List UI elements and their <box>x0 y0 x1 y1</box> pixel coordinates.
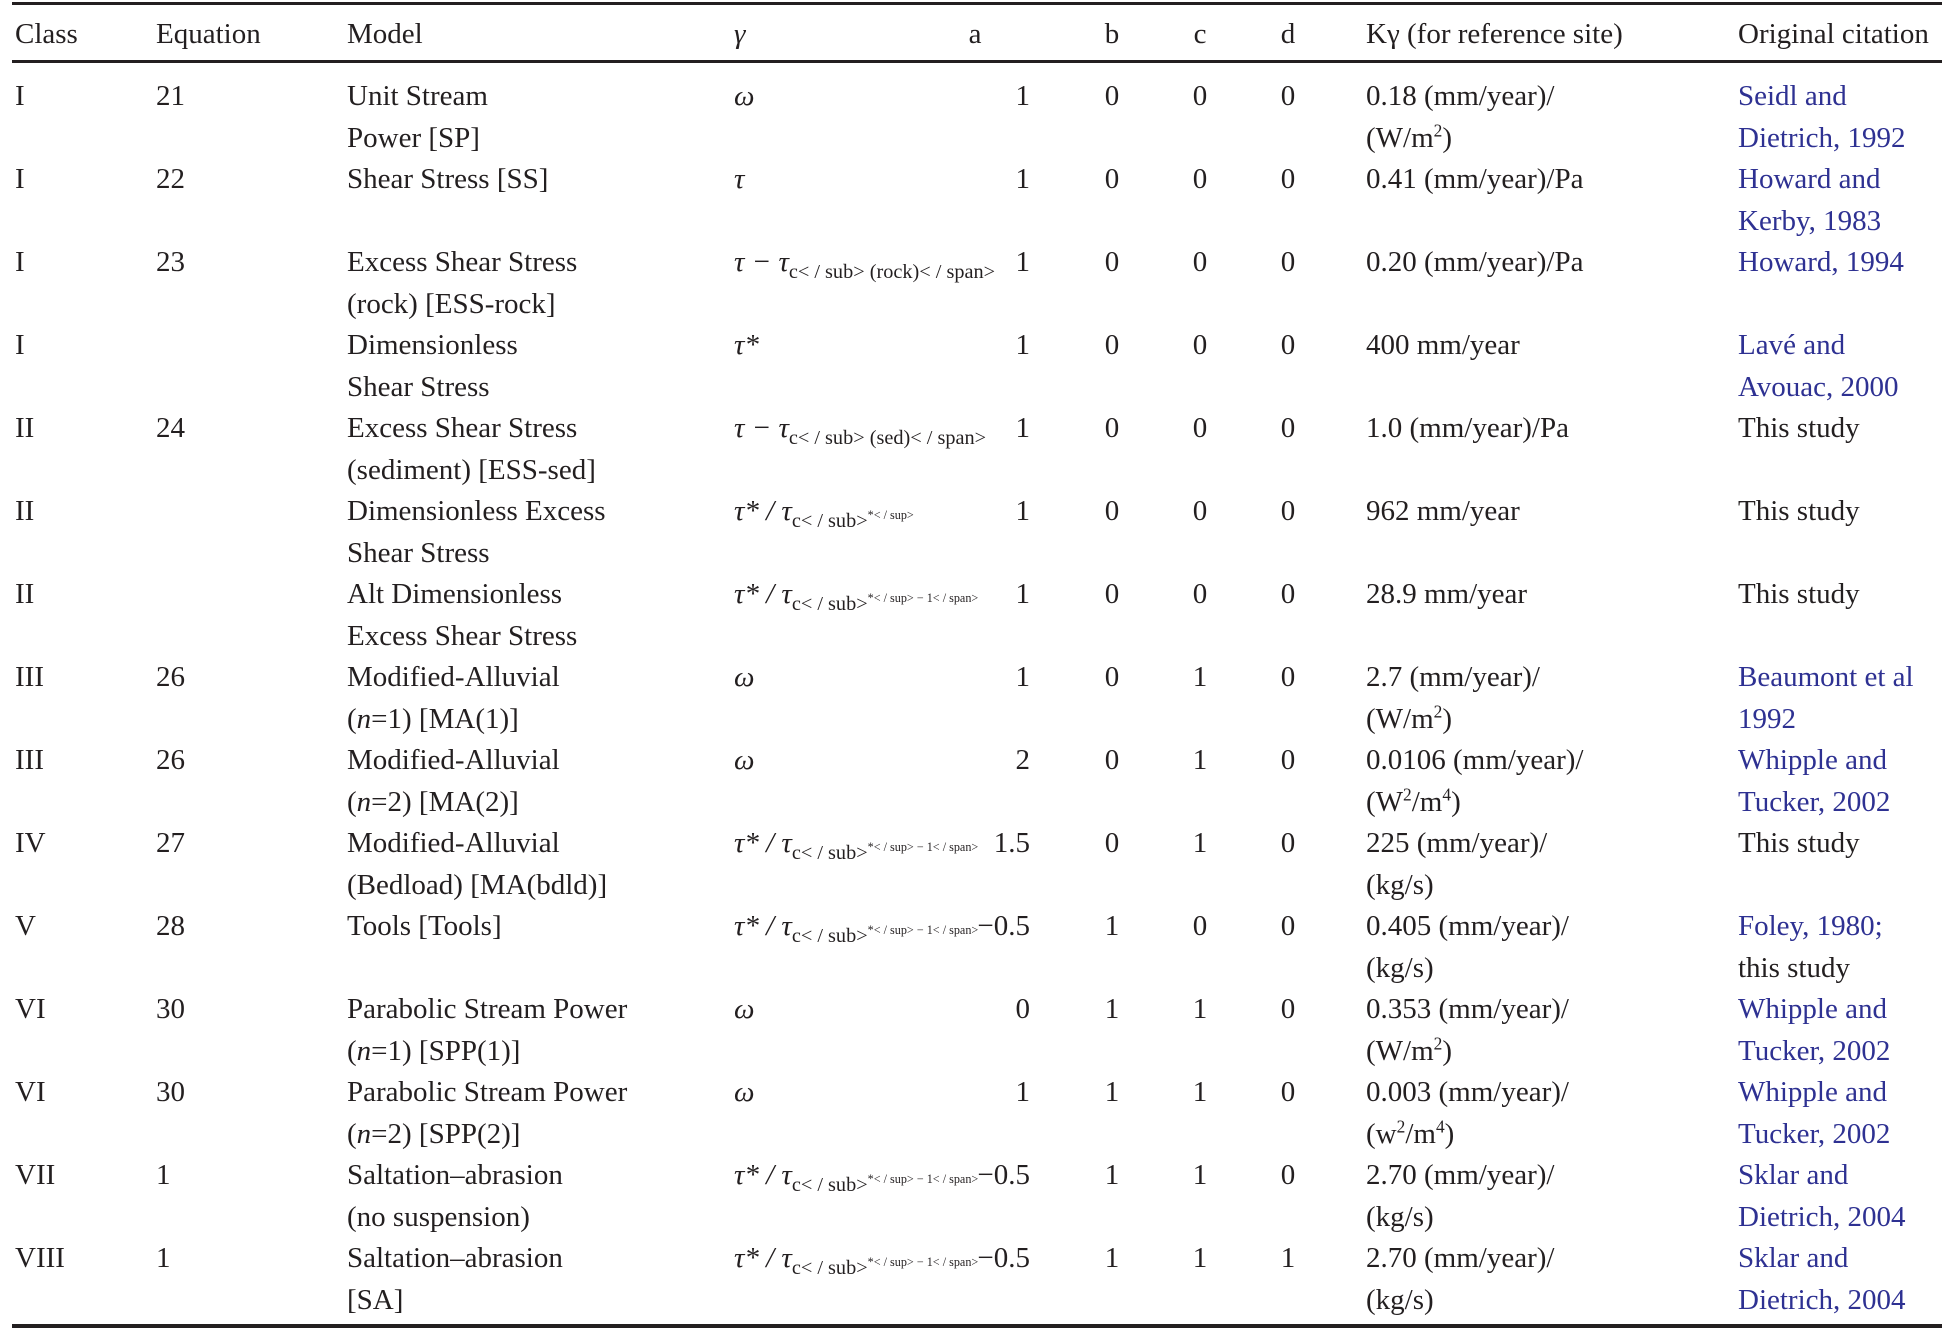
citation-link[interactable]: Avouac, 2000 <box>1738 370 1899 403</box>
cell-gamma: ω <box>734 661 755 693</box>
cell-a: 1 <box>1015 246 1030 278</box>
cell-a: 1 <box>1015 412 1030 444</box>
cell-class: I <box>15 163 25 195</box>
citation-text: This study <box>1738 827 1860 859</box>
cell-model <box>347 906 502 948</box>
cell-a: 1 <box>1015 329 1030 361</box>
cell-citation <box>1738 491 1860 533</box>
cell-b: 1 <box>1104 910 1120 942</box>
cell-d: 0 <box>1280 329 1296 361</box>
cell-k-gamma <box>1366 325 1520 367</box>
cell-a: 1 <box>1015 661 1030 693</box>
k-gamma-line: 0.0106 (mm/year)/ <box>1366 744 1584 776</box>
cell-c: 0 <box>1192 246 1208 278</box>
cell-k-gamma <box>1366 1238 1554 1321</box>
cell-class: IV <box>15 827 46 859</box>
citation-link[interactable]: Tucker, 2002 <box>1738 785 1891 818</box>
table-top-rule <box>12 2 1942 5</box>
citation-text: this study <box>1738 951 1850 984</box>
table-row <box>0 76 1942 159</box>
cell-c: 0 <box>1192 412 1208 444</box>
cell-equation: 26 <box>156 661 185 693</box>
cell-model <box>347 1155 563 1238</box>
cell-b: 0 <box>1104 827 1120 859</box>
cell-equation: 30 <box>156 1076 185 1108</box>
cell-k-gamma <box>1366 408 1569 450</box>
header-d: d <box>1280 18 1296 50</box>
model-line: [SA] <box>347 1283 404 1316</box>
cell-gamma: $\tau* / \tau_{c< / sub>^{*< / sup>}}$ <box>734 495 914 532</box>
cell-d: 1 <box>1280 1242 1296 1274</box>
k-gamma-line: 2.70 (mm/year)/ <box>1366 1159 1555 1191</box>
k-gamma-line: 2.7 (mm/year)/ <box>1366 661 1540 693</box>
cell-gamma: ω <box>734 80 755 112</box>
model-line: (n=1) [MA(1)] <box>347 702 519 735</box>
header-c: c <box>1193 18 1207 50</box>
model-line: Power [SP] <box>347 121 480 154</box>
cell-class: II <box>15 495 35 527</box>
table-row <box>0 574 1942 657</box>
cell-citation <box>1738 574 1860 616</box>
table-body <box>0 76 1942 1321</box>
cell-citation <box>1738 408 1860 450</box>
cell-d: 0 <box>1280 744 1296 776</box>
table-row <box>0 159 1942 242</box>
header-class: Class <box>15 18 78 50</box>
cell-k-gamma <box>1366 906 1569 989</box>
cell-d: 0 <box>1280 827 1296 859</box>
cell-k-gamma <box>1366 657 1540 740</box>
cell-c: 0 <box>1192 910 1208 942</box>
k-gamma-line: $(W/m^2)$ <box>1366 1032 1453 1067</box>
table-row <box>0 657 1942 740</box>
model-line: Parabolic Stream Power <box>347 993 628 1025</box>
model-line: Shear Stress [SS] <box>347 163 549 195</box>
cell-citation <box>1738 325 1899 408</box>
cell-b: 0 <box>1104 246 1120 278</box>
cell-a: 1 <box>1015 80 1030 112</box>
cell-model <box>347 740 560 823</box>
cell-b: 0 <box>1104 744 1120 776</box>
table-row <box>0 906 1942 989</box>
cell-d: 0 <box>1280 495 1296 527</box>
header-equation: Equation <box>156 18 261 50</box>
header-b: b <box>1104 18 1120 50</box>
table-row <box>0 1155 1942 1238</box>
model-line: Shear Stress <box>347 536 490 569</box>
k-gamma-line: 0.353 (mm/year)/ <box>1366 993 1569 1025</box>
cell-b: 0 <box>1104 329 1120 361</box>
model-line: Alt Dimensionless <box>347 578 563 610</box>
cell-model <box>347 325 518 408</box>
cell-equation: 1 <box>156 1159 171 1191</box>
citation-link[interactable]: Beaumont et al <box>1738 661 1914 693</box>
cell-gamma: $\tau* / \tau_{c< / sub>^{*< / sup> - 1< / span>}}$ <box>734 1242 979 1279</box>
cell-c: 0 <box>1192 578 1208 610</box>
cell-b: 0 <box>1104 80 1120 112</box>
cell-d: 0 <box>1280 993 1296 1025</box>
model-line: Tools [Tools] <box>347 910 502 942</box>
cell-c: 0 <box>1192 329 1208 361</box>
cell-model <box>347 1072 627 1155</box>
cell-citation <box>1738 906 1883 989</box>
cell-c: 1 <box>1192 1159 1208 1191</box>
cell-class: III <box>15 744 44 776</box>
cell-k-gamma <box>1366 989 1569 1072</box>
cell-citation <box>1738 823 1860 865</box>
model-line: Modified-Alluvial <box>347 661 560 693</box>
cell-equation: 24 <box>156 412 185 444</box>
model-line: Shear Stress <box>347 370 490 403</box>
cell-k-gamma <box>1366 1155 1554 1238</box>
model-line: (n=2) [SPP(2)] <box>347 1117 521 1150</box>
model-line: Dimensionless <box>347 329 518 361</box>
k-gamma-line: (kg/s) <box>1366 1200 1434 1233</box>
citation-link[interactable]: 1992 <box>1738 702 1796 735</box>
model-line: (Bedload) [MA(bdld)] <box>347 868 608 901</box>
k-gamma-line: 2.70 (mm/year)/ <box>1366 1242 1555 1274</box>
k-gamma-line: (kg/s) <box>1366 868 1434 901</box>
cell-a: 1.5 <box>993 827 1030 859</box>
cell-k-gamma <box>1366 491 1520 533</box>
citation-link[interactable]: Dietrich, 2004 <box>1738 1200 1906 1233</box>
cell-class: I <box>15 246 25 278</box>
cell-k-gamma <box>1366 823 1547 906</box>
cell-class: V <box>15 910 36 942</box>
cell-d: 0 <box>1280 80 1296 112</box>
citation-link[interactable]: Lavé and <box>1738 329 1846 361</box>
citation-link[interactable]: Kerby, 1983 <box>1738 204 1882 237</box>
cell-model <box>347 242 577 325</box>
cell-model <box>347 76 488 159</box>
citation-link[interactable]: Howard and <box>1738 163 1881 195</box>
k-gamma-line: 225 (mm/year)/ <box>1366 827 1548 859</box>
header-a: a <box>968 18 982 50</box>
k-gamma-line: 0.41 (mm/year)/Pa <box>1366 163 1584 195</box>
cell-gamma: τ <box>734 163 745 195</box>
cell-equation: 26 <box>156 744 185 776</box>
cell-gamma: $\tau* / \tau_{c< / sub>^{*< / sup> - 1< / span>}}$ <box>734 910 979 947</box>
cell-a: −0.5 <box>977 1242 1030 1274</box>
cell-a: 0 <box>1015 993 1030 1025</box>
header-model: Model <box>347 18 423 50</box>
cell-k-gamma <box>1366 242 1583 284</box>
k-gamma-line: $(W/m^2)$ <box>1366 700 1453 735</box>
table-row <box>0 408 1942 491</box>
cell-model <box>347 574 577 657</box>
header-k-gamma: Kγ (for reference site) <box>1366 18 1623 50</box>
cell-model <box>347 159 548 201</box>
cell-a: −0.5 <box>977 910 1030 942</box>
citation-link[interactable]: Howard, 1994 <box>1738 246 1904 278</box>
cell-model <box>347 1238 563 1321</box>
cell-k-gamma <box>1366 1072 1569 1155</box>
cell-b: 0 <box>1104 578 1120 610</box>
cell-b: 0 <box>1104 412 1120 444</box>
cell-citation <box>1738 657 1914 740</box>
model-line: (n=1) [SPP(1)] <box>347 1034 521 1067</box>
cell-a: 1 <box>1015 495 1030 527</box>
cell-b: 1 <box>1104 1076 1120 1108</box>
cell-equation: 27 <box>156 827 185 859</box>
cell-class: II <box>15 412 35 444</box>
k-gamma-line: 1.0 (mm/year)/Pa <box>1366 412 1569 444</box>
cell-b: 1 <box>1104 1242 1120 1274</box>
citation-text: This study <box>1738 495 1860 527</box>
citation-link[interactable]: Seidl and <box>1738 80 1847 112</box>
table-row <box>0 823 1942 906</box>
cell-citation <box>1738 989 1890 1072</box>
citation-link[interactable]: Whipple and <box>1738 993 1887 1025</box>
cell-d: 0 <box>1280 246 1296 278</box>
cell-citation <box>1738 740 1890 823</box>
cell-equation: 28 <box>156 910 185 942</box>
model-line: (sediment) [ESS-sed] <box>347 453 596 486</box>
cell-gamma: $\tau* / \tau_{c< / sub>^{*< / sup> - 1< / span>}}$ <box>734 827 979 864</box>
model-line: Saltation–abrasion <box>347 1242 563 1274</box>
cell-b: 1 <box>1104 993 1120 1025</box>
citation-text: This study <box>1738 578 1860 610</box>
cell-c: 1 <box>1192 827 1208 859</box>
k-gamma-line: 0.18 (mm/year)/ <box>1366 80 1555 112</box>
citation-link[interactable]: Sklar and <box>1738 1242 1849 1274</box>
cell-class: II <box>15 578 35 610</box>
model-line: (rock) [ESS-rock] <box>347 287 556 320</box>
cell-class: VI <box>15 993 46 1025</box>
cell-equation: 23 <box>156 246 185 278</box>
k-gamma-line: (kg/s) <box>1366 951 1434 984</box>
cell-k-gamma <box>1366 574 1527 616</box>
cell-gamma: $\tau - \tau_{c< / sub> (sed)< / span>}$ <box>734 412 987 449</box>
cell-citation <box>1738 1072 1890 1155</box>
cell-a: −0.5 <box>977 1159 1030 1191</box>
cell-gamma: $\tau* / \tau_{c< / sub>^{*< / sup> - 1< / span>}}$ <box>734 578 979 615</box>
header-gamma: γ <box>734 18 746 50</box>
cell-gamma: $\tau* / \tau_{c< / sub>^{*< / sup> - 1< / span>}}$ <box>734 1159 979 1196</box>
table-row <box>0 989 1942 1072</box>
model-line: Parabolic Stream Power <box>347 1076 628 1108</box>
model-line: Saltation–abrasion <box>347 1159 563 1191</box>
model-line: Excess Shear Stress <box>347 246 578 278</box>
cell-b: 1 <box>1104 1159 1120 1191</box>
model-line: Excess Shear Stress <box>347 412 578 444</box>
cell-class: VII <box>15 1159 56 1191</box>
cell-citation <box>1738 242 1904 284</box>
k-gamma-line: 962 mm/year <box>1366 495 1520 527</box>
k-gamma-line: (kg/s) <box>1366 1283 1434 1316</box>
table-header-rule <box>12 60 1942 63</box>
citation-link[interactable]: Tucker, 2002 <box>1738 1034 1891 1067</box>
cell-a: 1 <box>1015 578 1030 610</box>
citation-link[interactable]: Whipple and <box>1738 744 1887 776</box>
cell-c: 0 <box>1192 163 1208 195</box>
cell-c: 0 <box>1192 495 1208 527</box>
k-gamma-line: 0.20 (mm/year)/Pa <box>1366 246 1584 278</box>
cell-class: III <box>15 661 44 693</box>
k-gamma-line: 0.003 (mm/year)/ <box>1366 1076 1569 1108</box>
cell-c: 0 <box>1192 80 1208 112</box>
k-gamma-line: 0.405 (mm/year)/ <box>1366 910 1569 942</box>
model-line: (n=2) [MA(2)] <box>347 785 519 818</box>
citation-text: This study <box>1738 412 1860 444</box>
cell-equation: 30 <box>156 993 185 1025</box>
table-row <box>0 1238 1942 1321</box>
cell-model <box>347 823 607 906</box>
model-line: Dimensionless Excess <box>347 495 606 527</box>
cell-model <box>347 408 596 491</box>
cell-equation: 1 <box>156 1242 171 1274</box>
cell-c: 1 <box>1192 993 1208 1025</box>
cell-model <box>347 657 560 740</box>
table-row <box>0 740 1942 823</box>
cell-c: 1 <box>1192 744 1208 776</box>
cell-gamma: ω <box>734 1076 755 1108</box>
cell-citation <box>1738 1155 1906 1238</box>
cell-k-gamma <box>1366 740 1583 823</box>
cell-d: 0 <box>1280 910 1296 942</box>
model-line: Modified-Alluvial <box>347 827 560 859</box>
cell-citation <box>1738 76 1906 159</box>
citation-link[interactable]: Dietrich, 1992 <box>1738 121 1906 154</box>
cell-d: 0 <box>1280 1159 1296 1191</box>
table-header <box>0 14 1942 54</box>
cell-class: I <box>15 80 25 112</box>
cell-c: 1 <box>1192 1242 1208 1274</box>
table-row <box>0 325 1942 408</box>
cell-a: 1 <box>1015 163 1030 195</box>
table-row <box>0 242 1942 325</box>
k-gamma-line: $(W^2/m^4)$ <box>1366 783 1461 818</box>
cell-equation: 21 <box>156 80 185 112</box>
table-row <box>0 491 1942 574</box>
cell-d: 0 <box>1280 412 1296 444</box>
k-gamma-line: $(w^2/m^4)$ <box>1366 1115 1455 1150</box>
model-line: Modified-Alluvial <box>347 744 560 776</box>
cell-d: 0 <box>1280 578 1296 610</box>
cell-model <box>347 989 627 1072</box>
header-citation: Original citation <box>1738 18 1929 50</box>
citation-link[interactable]: Foley, 1980; <box>1738 910 1883 942</box>
citation-link[interactable]: Dietrich, 2004 <box>1738 1283 1906 1316</box>
cell-citation <box>1738 159 1881 242</box>
cell-a: 1 <box>1015 1076 1030 1108</box>
cell-d: 0 <box>1280 163 1296 195</box>
cell-equation: 22 <box>156 163 185 195</box>
cell-b: 0 <box>1104 163 1120 195</box>
model-line: (no suspension) <box>347 1200 530 1233</box>
cell-k-gamma <box>1366 159 1583 201</box>
citation-link[interactable]: Tucker, 2002 <box>1738 1117 1891 1150</box>
cell-d: 0 <box>1280 1076 1296 1108</box>
model-line: Excess Shear Stress <box>347 619 578 652</box>
cell-class: VIII <box>15 1242 65 1274</box>
k-gamma-line: 28.9 mm/year <box>1366 578 1528 610</box>
cell-d: 0 <box>1280 661 1296 693</box>
cell-b: 0 <box>1104 661 1120 693</box>
cell-b: 0 <box>1104 495 1120 527</box>
cell-a: 2 <box>1015 744 1030 776</box>
model-line: Unit Stream <box>347 80 488 112</box>
cell-gamma: τ* <box>734 329 759 361</box>
cell-gamma: ω <box>734 744 755 776</box>
citation-link[interactable]: Whipple and <box>1738 1076 1887 1108</box>
cell-c: 1 <box>1192 661 1208 693</box>
cell-gamma: ω <box>734 993 755 1025</box>
table-bottom-rule <box>12 1324 1942 1328</box>
cell-model <box>347 491 606 574</box>
table-row <box>0 1072 1942 1155</box>
cell-citation <box>1738 1238 1906 1321</box>
cell-class: I <box>15 329 25 361</box>
cell-class: VI <box>15 1076 46 1108</box>
cell-c: 1 <box>1192 1076 1208 1108</box>
k-gamma-line: $(W/m^2)$ <box>1366 119 1453 154</box>
cell-k-gamma <box>1366 76 1554 159</box>
citation-link[interactable]: Sklar and <box>1738 1159 1849 1191</box>
k-gamma-line: 400 mm/year <box>1366 329 1520 361</box>
cell-gamma: $\tau - \tau_{c< / sub> (rock)< / span>}$ <box>734 246 996 283</box>
